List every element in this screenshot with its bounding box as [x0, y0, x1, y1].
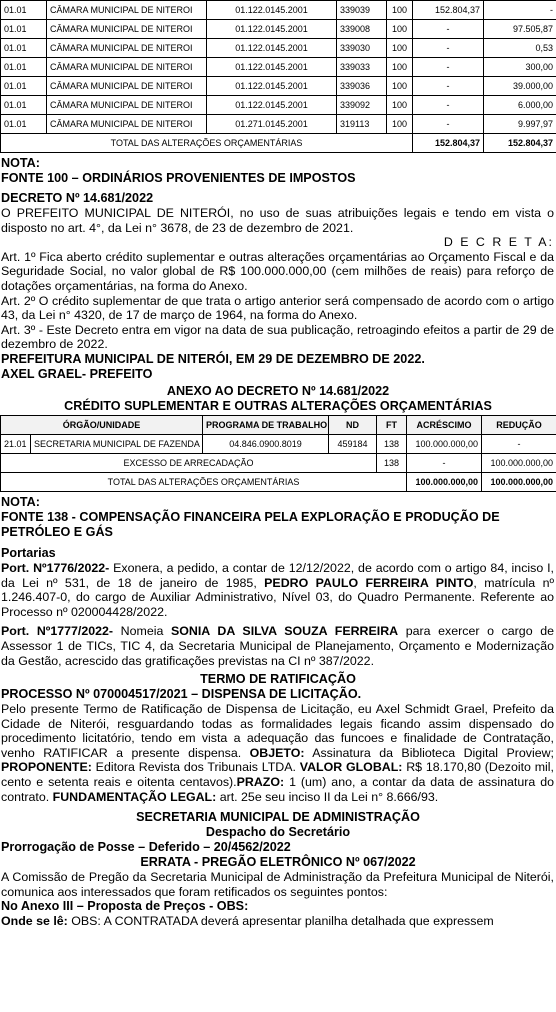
cell-reducao: 97.505,87 [484, 20, 556, 39]
cell-nd: 339039 [337, 1, 387, 20]
fonte-138-title: FONTE 138 - COMPENSAÇÃO FINANCEIRA PELA EXPLORAÇÃO E PRODUÇÃO DE PETRÓLEO E GÁS [1, 509, 500, 539]
termo-text: Pelo presente Termo de Ratificação de Dispensa de Licitação, eu Axel Schmidt Grael, Prefeito da Cidade de Niterói, resguardando todas as formalidades legais ficando assim dispensado do procedimento licitatório, tendo em vista a adequação das funcoes e finalidade de Contratação, venho RATIFICAR a presente dispensa. [1, 702, 554, 760]
anexo-iii-line: No Anexo III – Proposta de Preços - OBS: [1, 899, 249, 914]
cell-nd: 319113 [337, 115, 387, 134]
fonte-100-title: FONTE 100 – ORDINÁRIOS PROVENIENTES DE IMPOSTOS [1, 171, 356, 185]
cell-nd: 339008 [337, 20, 387, 39]
errata-text: A Comissão de Pregão da Secretaria Municipal de Administração da Prefeitura Municipal de Niterói, comunica aos interessados que foram retificados os seguintes pontos: [1, 870, 554, 899]
cell-unit-code: 01.01 [1, 115, 47, 134]
cell-acrescimo: - [413, 77, 484, 96]
portaria-1777 [1, 624, 554, 668]
header-acrescimo: ACRÉSCIMO [407, 415, 482, 434]
termo-body [1, 702, 554, 804]
cell-program: 01.271.0145.2001 [207, 115, 337, 134]
cell-acrescimo: - [413, 39, 484, 58]
cell-ft: 100 [387, 96, 413, 115]
cell-unit-name: CÂMARA MUNICIPAL DE NITEROI [47, 58, 207, 77]
cell-acrescimo: - [413, 96, 484, 115]
cell-unit-code: 01.01 [1, 77, 47, 96]
header-nd: ND [329, 415, 377, 434]
portaria-label: Port. Nº1777/2022- [1, 624, 114, 639]
portaria-text: Nomeia [113, 624, 171, 639]
cell-unit-code: 01.01 [1, 58, 47, 77]
proponente-label: PROPONENTE: [1, 760, 92, 775]
cell-ft: 100 [387, 58, 413, 77]
cell-acrescimo: 152.804,37 [413, 1, 484, 20]
article-1: Art. 1º Fica aberto crédito suplementar e outras alterações orçamentárias ao Orçamento Fiscal e da Seguridade Social, no valor global de R$ 100.000.000,00 (cem milhões de reais) para reforço de dotações orçamentárias, na forma do Anexo. [1, 249, 554, 293]
cell-reducao: 39.000,00 [484, 77, 556, 96]
total-reducao: 100.000.000,00 [482, 472, 556, 491]
cell-unit-name: CÂMARA MUNICIPAL DE NITEROI [47, 77, 207, 96]
fundamentacao-text: art. 25e seu inciso II da Lei n° 8.666/93. [216, 789, 439, 804]
cell-acrescimo: - [413, 58, 484, 77]
header-programa: PROGRAMA DE TRABALHO [203, 415, 329, 434]
valor-label: VALOR GLOBAL: [299, 760, 403, 775]
cell-reducao: 100.000.000,00 [482, 453, 556, 472]
table-total-row [1, 472, 556, 491]
cell-reducao: - [482, 434, 556, 453]
cell-acrescimo: 100.000.000,00 [407, 434, 482, 453]
fundamentacao-label: FUNDAMENTAÇÃO LEGAL: [52, 789, 217, 804]
cell-unit-name: CÂMARA MUNICIPAL DE NITEROI [47, 39, 207, 58]
cell-unit-code: 21.01 [1, 434, 31, 453]
total-label: TOTAL DAS ALTERAÇÕES ORÇAMENTÁRIAS [1, 472, 407, 491]
cell-ft: 100 [387, 1, 413, 20]
cell-nd: 339033 [337, 58, 387, 77]
header-orgao: ÓRGÃO/UNIDADE [1, 415, 203, 434]
valor-text: R$ 18.170,80 (Dezoito mil, cento e setenta reais e oitenta centavos). [1, 760, 554, 790]
portaria-text: para exercer o cargo de Assessor 1 de TICs, TIC 4, da Secretaria Municipal de Planejamento, Orçamento e Modernização da Gestão, acrescido das gratificações previstas na CI nº 387/2022. [1, 624, 554, 668]
table-row [1, 1, 556, 20]
prefeitura-date-line: PREFEITURA MUNICIPAL DE NITERÓI, EM 29 DE DEZEMBRO DE 2022. [1, 351, 425, 366]
cell-unit-code: 01.01 [1, 39, 47, 58]
cell-program: 04.846.0900.8019 [203, 434, 329, 453]
decreto-intro: O PREFEITO MUNICIPAL DE NITERÓI, no uso de suas atribuições legais e tendo em vista o disposto no art. 4°, da Lei n° 3678, de 23 de dezembro de 2021. [1, 206, 554, 235]
cell-program: 01.122.0145.2001 [207, 39, 337, 58]
table-row [1, 58, 556, 77]
portaria-text: , matrícula nº 1.246.407-0, do cargo de Auxiliar Administrativo, Nível 03, do Quadro Permanente. Referente ao Processo nº 020004428/2022. [1, 575, 554, 619]
termo-title: TERMO DE RATIFICAÇÃO [200, 672, 356, 687]
article-2: Art. 2º O crédito suplementar de que trata o artigo anterior será compensado de acordo com o artigo 43, da Lei n° 4320, de 17 de março de 1964, na forma do Anexo. [1, 293, 554, 323]
total-label: TOTAL DAS ALTERAÇÕES ORÇAMENTÁRIAS [1, 134, 413, 153]
cell-program: 01.122.0145.2001 [207, 58, 337, 77]
cell-nd: 459184 [329, 434, 377, 453]
prazo-text: 1 (um) ano, a contar da data de assinatura do contrato. [1, 775, 554, 804]
secretaria-title: SECRETARIA MUNICIPAL DE ADMINISTRAÇÃO [136, 810, 420, 825]
prorrogacao-line: Prorrogação de Posse – Deferido – 20/4562/2022 [1, 840, 291, 855]
cell-acrescimo: - [413, 115, 484, 134]
cell-ft: 100 [387, 39, 413, 58]
note-label: NOTA: [1, 494, 40, 509]
cell-ft: 138 [377, 434, 407, 453]
cell-reducao: 300,00 [484, 58, 556, 77]
cell-unit-name: SECRETARIA MUNICIPAL DE FAZENDA [31, 434, 203, 453]
table-total-row [1, 134, 556, 153]
note-label: NOTA: [1, 156, 40, 170]
prazo-label: PRAZO: [236, 775, 285, 790]
processo-title: PROCESSO Nº 070004517/2021 – DISPENSA DE LICITAÇÃO. [1, 687, 362, 702]
total-acrescimo: 100.000.000,00 [407, 472, 482, 491]
signature-line: AXEL GRAEL- PREFEITO [1, 366, 153, 381]
cell-program: 01.122.0145.2001 [207, 20, 337, 39]
cell-nd: 339092 [337, 96, 387, 115]
proponente-text: Editora Revista dos Tribunais LTDA. [91, 760, 300, 775]
table-row [1, 39, 556, 58]
cell-ft: 138 [377, 453, 407, 472]
total-reducao: 152.804,37 [484, 134, 556, 153]
onde-text: OBS: A CONTRATADA deverá apresentar planilha detalhada que expressem [67, 914, 494, 929]
cell-program: 01.122.0145.2001 [207, 77, 337, 96]
table-header-row [1, 415, 556, 434]
budget-table-anexo [0, 415, 556, 492]
portaria-1776 [1, 561, 554, 619]
portaria-label: Port. Nº1776/2022- [1, 560, 110, 575]
table-row [1, 96, 556, 115]
header-reducao: REDUÇÃO [482, 415, 556, 434]
table-row [1, 434, 556, 453]
anexo-subtitle: CRÉDITO SUPLEMENTAR E OUTRAS ALTERAÇÕES ORÇAMENTÁRIAS [64, 398, 492, 413]
cell-acrescimo: - [407, 453, 482, 472]
cell-reducao: 0,53 [484, 39, 556, 58]
budget-table-camara [0, 0, 556, 153]
cell-ft: 100 [387, 77, 413, 96]
total-acrescimo: 152.804,37 [413, 134, 484, 153]
cell-reducao: - [484, 1, 556, 20]
article-3: Art. 3º - Este Decreto entra em vigor na data de sua publicação, retroagindo efeitos a partir de 29 de dezembro de 2022. [1, 322, 554, 352]
cell-unit-name: CÂMARA MUNICIPAL DE NITEROI [47, 1, 207, 20]
table-row [1, 20, 556, 39]
cell-program: 01.122.0145.2001 [207, 1, 337, 20]
errata-title: ERRATA - PREGÃO ELETRÔNICO Nº 067/2022 [140, 855, 416, 870]
cell-unit-code: 01.01 [1, 1, 47, 20]
cell-unit-code: 01.01 [1, 96, 47, 115]
cell-unit-name: CÂMARA MUNICIPAL DE NITEROI [47, 96, 207, 115]
header-ft: FT [377, 415, 407, 434]
objeto-label: OBJETO: [249, 745, 305, 760]
cell-unit-name: CÂMARA MUNICIPAL DE NITEROI [47, 115, 207, 134]
cell-reducao: 9.997,97 [484, 115, 556, 134]
cell-nd: 339030 [337, 39, 387, 58]
objeto-text: Assinatura da Biblioteca Digital Proview; [304, 745, 554, 760]
cell-program: 01.122.0145.2001 [207, 96, 337, 115]
cell-unit-name: CÂMARA MUNICIPAL DE NITEROI [47, 20, 207, 39]
anexo-title: ANEXO AO DECRETO Nº 14.681/2022 [166, 383, 390, 398]
cell-ft: 100 [387, 20, 413, 39]
despacho-title: Despacho do Secretário [205, 825, 351, 840]
person-name: PEDRO PAULO FERREIRA PINTO [264, 575, 474, 590]
cell-nd: 339036 [337, 77, 387, 96]
table-row [1, 115, 556, 134]
table-row [1, 453, 556, 472]
cell-reducao: 6.000,00 [484, 96, 556, 115]
decreta-label: D E C R E T A: [443, 235, 554, 250]
onde-label: Onde se lê: [1, 914, 68, 929]
portarias-heading: Portarias [1, 545, 56, 560]
person-name: SONIA DA SILVA SOUZA FERREIRA [170, 624, 399, 639]
onde-se-le-line [1, 914, 554, 929]
cell-unit-code: 01.01 [1, 20, 47, 39]
cell-ft: 100 [387, 115, 413, 134]
decreto-title: DECRETO Nº 14.681/2022 [1, 191, 154, 205]
portaria-text: Exonera, a pedido, a contar de 12/12/2022, de acordo com o artigo 84, inciso I, da Lei nº 531, de 18 de janeiro de 1985, [1, 560, 554, 590]
cell-excesso-label: EXCESSO DE ARRECADAÇÃO [1, 453, 377, 472]
table-row [1, 77, 556, 96]
cell-acrescimo: - [413, 20, 484, 39]
